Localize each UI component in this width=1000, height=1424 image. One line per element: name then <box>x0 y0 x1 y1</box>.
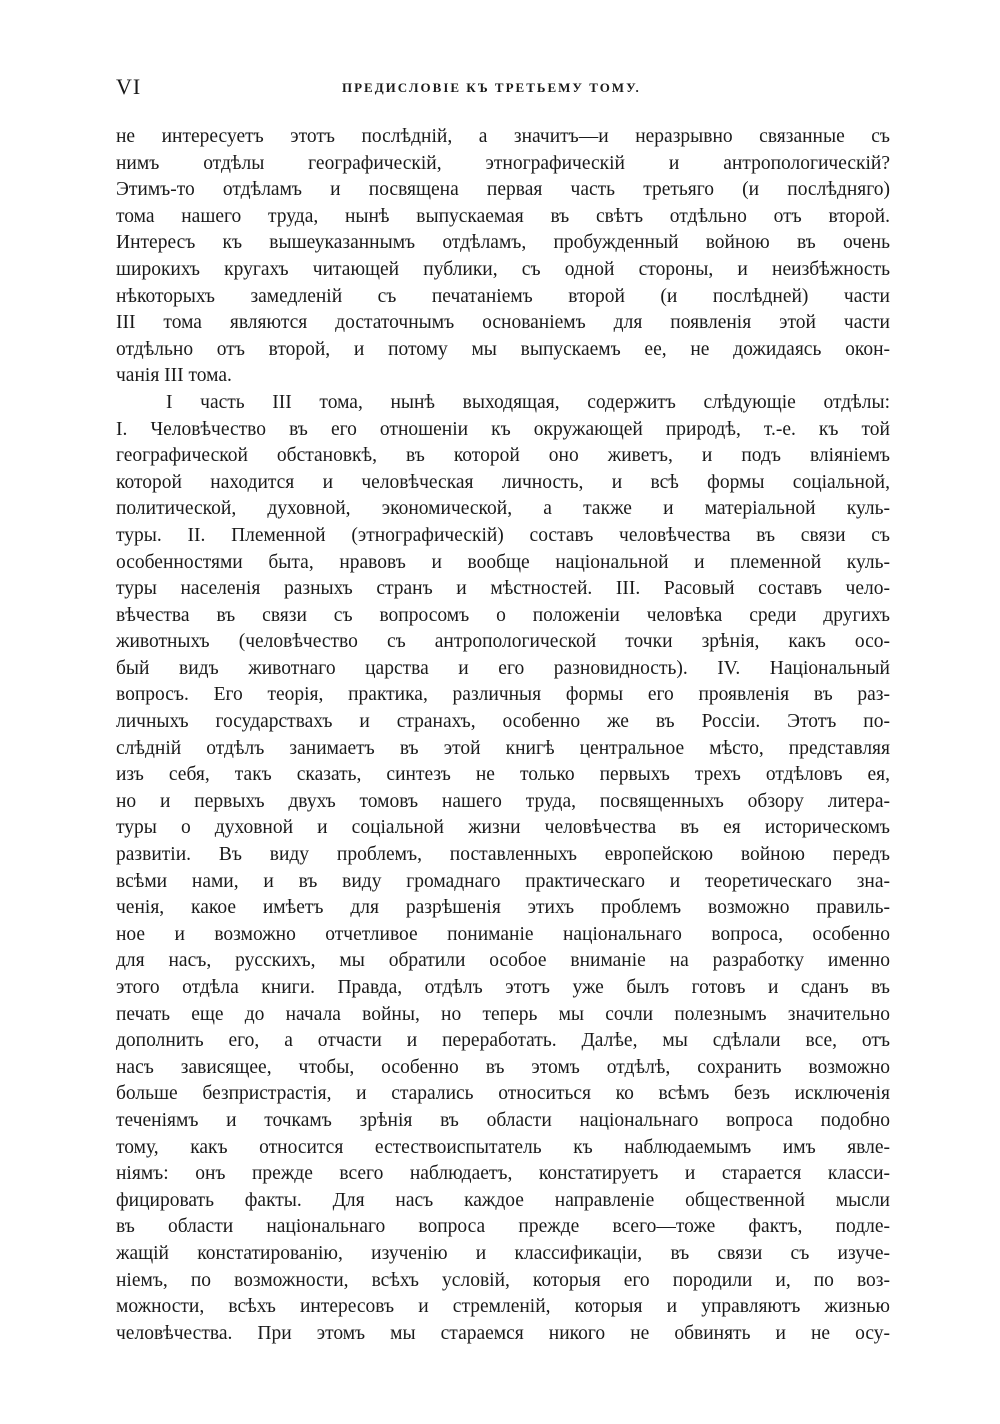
text-line: можности, всѣхъ интересовъ и стремленій, которыя и управляютъ жизнью <box>116 1296 890 1318</box>
body-text <box>116 124 890 1347</box>
paragraph-first-line: I часть III тома, нынѣ выходящая, содержитъ слѣдующіе отдѣлы: <box>166 391 890 413</box>
text-line: ніямъ: онъ прежде всего наблюдаетъ, констатируетъ и старается класси- <box>116 1163 890 1185</box>
text-line: туры населенія разныхъ странъ и мѣстностей. III. Расовый составъ чело- <box>116 578 890 600</box>
text-line: не интересуетъ этотъ послѣдній, а значитъ—и неразрывно связанные съ <box>116 126 890 147</box>
text-line: ченія, какое имѣетъ для разрѣшенія этихъ проблемъ возможно правиль- <box>116 897 890 919</box>
text-line: бый видъ животнаго царства и его разновидность). IV. Національный <box>116 657 890 679</box>
text-line: насъ зависящее, чтобы, особенно въ этомъ отдѣлѣ, сохранить возможно <box>116 1056 890 1078</box>
running-title: ПРЕДИСЛОВІЕ КЪ ТРЕТЬЕМУ ТОМУ. <box>342 80 641 95</box>
text-line: человѣчества. При этомъ мы стараемся никого не обвинять и не осу- <box>116 1322 890 1344</box>
text-line: этого отдѣла книги. Правда, отдѣлъ этотъ уже былъ готовъ и сданъ въ <box>116 977 890 998</box>
text-line: нимъ отдѣлы географическій, этнографическій и антропологическій? <box>116 152 890 174</box>
text-line: изъ себя, такъ сказать, синтезъ не только первыхъ трехъ отдѣловъ ея, <box>116 764 890 786</box>
text-line: III тома являются достаточнымъ основаніемъ для появленія этой части <box>116 312 890 334</box>
text-line: слѣдній отдѣлъ занимаетъ въ этой книгѣ центральное мѣсто, представляя <box>116 737 890 759</box>
text-line: животныхъ (человѣчество съ антропологической точки зрѣнія, какъ осо- <box>116 631 890 653</box>
text-line: Этимъ-то отдѣламъ и посвящена первая часть третьяго (и послѣдняго) <box>116 179 890 201</box>
text-line: жащій констатированію, изученію и классификаціи, въ связи съ изуче- <box>116 1242 890 1264</box>
text-line: которой находится и человѣческая личность, и всѣ формы соціальной, <box>116 471 890 493</box>
text-line: нѣкоторыхъ замедленій съ печатаніемъ второй (и послѣдней) части <box>116 285 890 307</box>
text-line: личныхъ государствахъ и странахъ, особенно же въ Россіи. Этотъ по- <box>116 711 890 733</box>
text-line: особенностями быта, нравовъ и вообще національной и племенной куль- <box>116 551 890 573</box>
text-line: но и первыхъ двухъ томовъ нашего труда, посвященныхъ обзору литера- <box>116 790 890 812</box>
text-line: чанія III тома. <box>116 365 232 387</box>
text-line: печать еще до начала войны, но теперь мы сочли полезнымъ значительно <box>116 1003 890 1025</box>
text-line: тома нашего труда, нынѣ выпускаемая въ свѣтъ отдѣльно отъ второй. <box>116 205 890 227</box>
text-line: для насъ, русскихъ, мы обратили особое вниманіе на разработку именно <box>116 950 890 972</box>
text-line: ніемъ, по возможности, всѣхъ условій, которыя его породили и, по воз- <box>116 1269 890 1291</box>
text-line: въ области національнаго вопроса прежде всего—тоже фактъ, подле- <box>116 1216 890 1238</box>
running-head <box>116 74 890 104</box>
text-line: Интересъ къ вышеуказаннымъ отдѣламъ, пробужденный войною въ очень <box>116 232 890 254</box>
text-line: географической обстановкѣ, въ которой оно живетъ, и подъ вліяніемъ <box>116 445 890 467</box>
text-line: I. Человѣчество въ его отношеніи къ окружающей природѣ, т.-е. къ той <box>116 418 890 440</box>
text-line: всѣми нами, и въ виду громаднаго практическаго и теоретическаго зна- <box>116 870 890 892</box>
text-line: отдѣльно отъ второй, и потому мы выпускаемъ ее, не дожидаясь окон- <box>116 338 890 360</box>
text-line: тому, какъ относится естествоиспытатель къ наблюдаемымъ имъ явле- <box>116 1136 890 1158</box>
text-line: развитіи. Въ виду проблемъ, поставленныхъ европейскою войною передъ <box>116 844 890 866</box>
text-line: туры о духовной и соціальной жизни человѣчества въ ея историческомъ <box>116 817 890 839</box>
text-line: дополнить его, а отчасти и переработать. Далѣе, мы сдѣлали все, отъ <box>116 1030 890 1052</box>
text-line: широкихъ кругахъ читающей публики, съ одной стороны, и неизбѣжность <box>116 258 890 280</box>
page-number: VI <box>116 74 142 99</box>
text-line: теченіямъ и точкамъ зрѣнія въ области національнаго вопроса подобно <box>116 1109 890 1131</box>
text-line: фицировать факты. Для насъ каждое направленіе общественной мысли <box>116 1189 890 1211</box>
text-line: туры. II. Племенной (этнографическій) составъ человѣчества въ связи съ <box>116 524 890 546</box>
text-line: больше безпристрастія, и старались относиться ко всѣмъ безъ исключенія <box>116 1083 890 1105</box>
text-line: вѣчества въ связи съ вопросомъ о положеніи человѣка среди другихъ <box>116 604 890 626</box>
text-line: ное и возможно отчетливое пониманіе національнаго вопроса, особенно <box>116 923 890 945</box>
text-line: политической, духовной, экономической, а также и матеріальной куль- <box>116 498 890 520</box>
text-line: вопросъ. Его теорія, практика, различныя формы его проявленія въ раз- <box>116 684 890 706</box>
